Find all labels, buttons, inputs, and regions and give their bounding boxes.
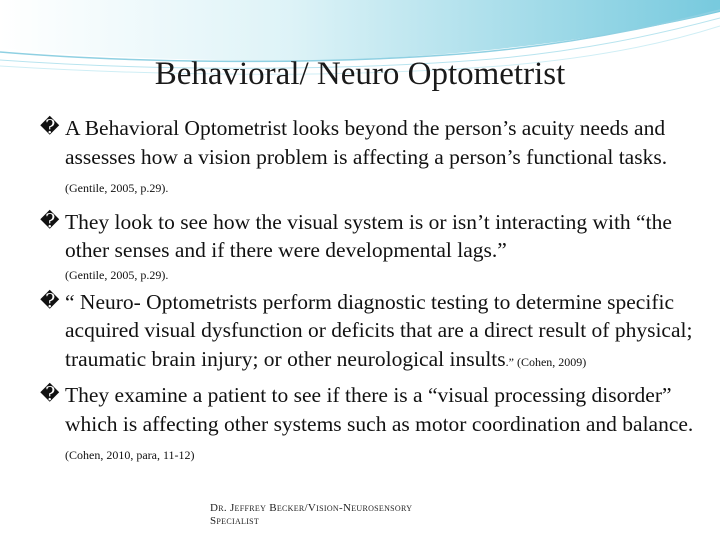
bullet-marker-icon: � xyxy=(40,384,60,405)
citation: (Cohen, 2010, para, 11-12) xyxy=(65,448,195,462)
bullet-marker-icon: � xyxy=(40,290,60,312)
bullet-marker-icon: � xyxy=(40,210,60,232)
bullet-list xyxy=(40,114,700,475)
bullet-text: They look to see how the visual system is or isn’t interacting with “the other senses and if there were developmental lags.” xyxy=(65,209,672,262)
bullet-text: A Behavioral Optometrist looks beyond the person’s acuity needs and assesses how a vision problem is affecting a person’s functional tasks. xyxy=(65,116,668,169)
bullet-text: They examine a patient to see if there is a “visual processing disorder” which is affecting other systems such as motor coordination and balance. xyxy=(65,383,694,436)
footer-credit xyxy=(210,502,510,528)
bullet-text: “ Neuro- Optometrists perform diagnostic testing to determine specific acquired visual dysfunction or deficits that are a direct result of physical; traumatic brain injury; or other neurological insults xyxy=(65,289,693,371)
slide-title: Behavioral/ Neuro Optometrist xyxy=(154,56,566,92)
bullet-marker-icon: � xyxy=(40,117,60,138)
footer-line: Dr. Jeffrey Becker/Vision-Neurosensory xyxy=(210,502,413,514)
citation: (Gentile, 2005, p.29). xyxy=(65,181,169,195)
bullet-item xyxy=(40,288,700,377)
footer-line: Specialist xyxy=(210,515,260,527)
bullet-item xyxy=(40,381,700,470)
bullet-item xyxy=(40,208,700,283)
citation: (Gentile, 2005, p.29). xyxy=(65,267,169,282)
citation: .” (Cohen, 2009) xyxy=(505,354,587,369)
bullet-item xyxy=(40,114,700,203)
